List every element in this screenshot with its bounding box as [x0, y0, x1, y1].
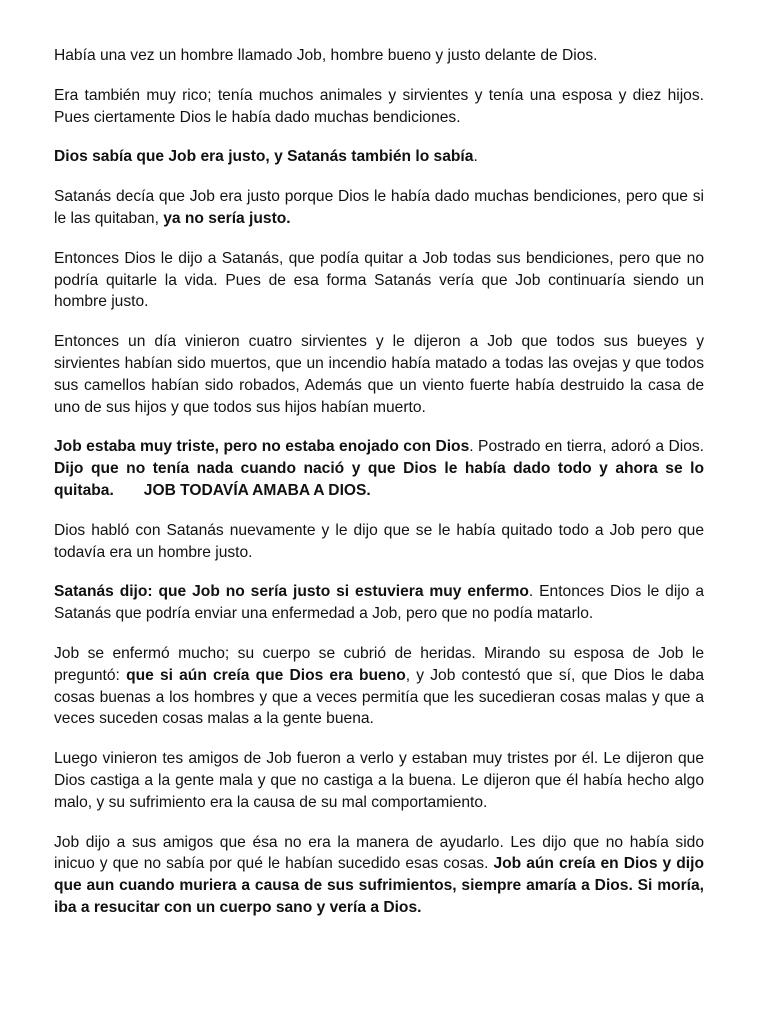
- paragraph: [54, 45, 704, 67]
- bold-text-segment: que si aún creía que Dios era bueno: [126, 666, 406, 684]
- text-segment: . Entonces Dios le dijo a Satanás que podría enviar una enfermedad a Job, pero que no podía matarlo.: [54, 583, 705, 623]
- bold-text-segment: ya no sería justo.: [163, 209, 291, 227]
- text-segment: Dios habló con Satanás nuevamente y le dijo que se le había quitado todo a Job pero que todavía era un hombre justo.: [54, 521, 704, 561]
- paragraph: [54, 581, 704, 625]
- paragraph: [54, 832, 704, 919]
- paragraph: [54, 520, 704, 564]
- text-segment: Satanás decía que Job era justo porque Dios le había dado muchas bendiciones, pero que si le las quitaban,: [54, 188, 704, 227]
- bold-text-segment: Dijo que no tenía nada cuando nació y que Dios le había dado todo y ahora se lo quitaba.: [54, 460, 704, 499]
- bold-text-segment: Job aún creía en Dios y dijo que aun cuando muriera a causa de sus sufrimientos, siempre amaría a Dios. Si moría, iba a resucitar con un cuerpo sano y vería a Dios.: [54, 855, 704, 916]
- text-segment: , y Job contestó que sí, que Dios le daba cosas buenas a los hombres y que a veces permitía que les sucedieran cosas malas y que a veces suceden cosas malas a la gente buena.: [54, 666, 704, 728]
- text-segment: Entonces Dios le dijo a Satanás, que podía quitar a Job todas sus bendiciones, pero que no podría quitarle la vida. Pues de esa forma Satanás vería que Job continuaría siendo un hombre justo.: [54, 249, 704, 311]
- paragraph: [54, 643, 704, 730]
- text-segment: . Postrado en tierra, adoró a Dios.: [469, 438, 704, 456]
- document-body: [54, 45, 704, 919]
- bold-text-segment: Dios sabía que Job era justo, y Satanás también lo sabía: [54, 148, 474, 166]
- bold-text-segment: Job estaba muy triste, pero no estaba enojado con Dios: [54, 438, 470, 456]
- text-segment: Job dijo a sus amigos que ésa no era la manera de ayudarlo. Les dijo que no había sido inicuo y que no sabía por qué le habían sucedido esas cosas.: [54, 833, 704, 873]
- paragraph: [54, 748, 704, 813]
- text-segment: Había una vez un hombre llamado Job, hombre bueno y justo delante de Dios.: [54, 47, 598, 64]
- text-segment: Entonces un día vinieron cuatro sirvientes y le dijeron a Job que todos sus bueyes y sirvientes habían sido muertos, que un incendio había matado a todas las ovejas y que todos sus camellos habían sido robados, Además que un viento fuerte había destruido la casa de uno de sus hijos y que todos sus hijos habían muerto.: [54, 333, 704, 416]
- paragraph: [54, 436, 704, 501]
- text-segment: Luego vinieron tes amigos de Job fueron a verlo y estaban muy tristes por él. Le dijeron que Dios castiga a la gente mala y que no castiga a la buena. Le dijeron que él había hecho algo malo, y su sufrimiento era la causa de su mal comportamiento.: [54, 750, 704, 811]
- text-segment: Era también muy rico; tenía muchos animales y sirvientes y tenía una esposa y diez hijos. Pues ciertamente Dios le había dado muchas bendiciones.: [54, 86, 704, 126]
- paragraph: [54, 186, 704, 230]
- text-segment: .: [473, 148, 478, 166]
- paragraph: [54, 248, 704, 313]
- paragraph: [54, 85, 704, 129]
- bold-text-segment: Satanás dijo: que Job no sería justo si estuviera muy enfermo: [54, 583, 529, 601]
- paragraph: [54, 331, 704, 418]
- text-segment: Job se enfermó mucho; su cuerpo se cubrió de heridas. Mirando su esposa de Job le preguntó:: [54, 644, 704, 684]
- bold-text-segment: JOB TODAVÍA AMABA A DIOS.: [143, 481, 371, 499]
- paragraph: [54, 146, 704, 168]
